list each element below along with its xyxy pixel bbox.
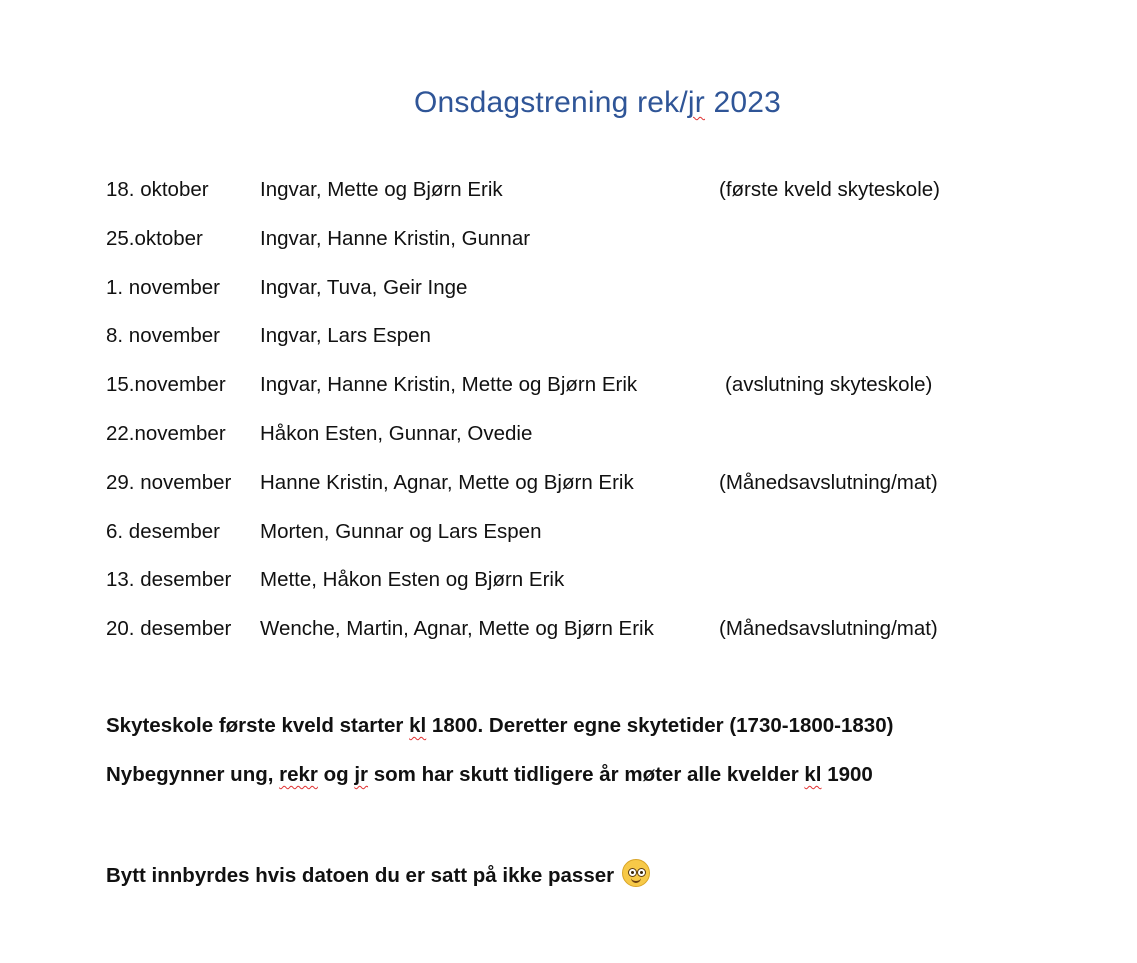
info-text: 1900 (821, 763, 873, 786)
schedule-date: 18. oktober (106, 178, 209, 201)
title-text-end: 2023 (704, 86, 782, 119)
schedule-people: Ingvar, Hanne Kristin, Gunnar (260, 226, 531, 250)
info-paragraph-start-time (106, 710, 893, 742)
title-text-start: Onsdagstrening rek/ (413, 86, 688, 119)
info-text: som har skutt tidligere år møter alle kvelder (368, 763, 805, 786)
schedule-row (106, 272, 1066, 321)
schedule-date: 1. november (106, 275, 220, 299)
schedule-date: 22.november (106, 421, 226, 445)
spellcheck-word: jr (354, 763, 369, 786)
spellcheck-word: kl (409, 714, 427, 737)
schedule-date: 25.oktober (106, 226, 203, 250)
schedule-date: 6. desember (106, 519, 220, 543)
schedule-row (106, 369, 1066, 418)
schedule-row (106, 467, 1066, 516)
info-paragraph-swap (106, 859, 650, 892)
schedule-list (106, 174, 1066, 662)
spellcheck-word: jr (687, 86, 705, 119)
smiling-face-icon (622, 859, 650, 887)
info-text: 1800. Deretter egne skytetider (1730-1800-1830) (426, 714, 894, 737)
spellcheck-word: rekr (279, 763, 318, 786)
schedule-date: 15.november (106, 373, 226, 397)
schedule-people: Ingvar, Lars Espen (260, 324, 431, 348)
info-text: Skyteskole første kveld starter (106, 714, 410, 737)
schedule-date: 29. november (106, 470, 232, 494)
info-text: og (317, 763, 355, 786)
schedule-note: (Månedsavslutning/mat) (719, 470, 938, 494)
schedule-note: (avslutning skyteskole) (725, 373, 933, 397)
schedule-row (106, 418, 1066, 467)
schedule-date: 8. november (106, 324, 220, 348)
document-title (0, 84, 1137, 122)
schedule-people: Ingvar, Hanne Kristin, Mette og Bjørn Erik (260, 373, 638, 397)
schedule-people: Ingvar, Mette og Bjørn Erik (260, 178, 503, 201)
schedule-row (106, 564, 1066, 613)
info-text: Bytt innbyrdes hvis datoen du er satt på ikke passer (106, 864, 615, 887)
schedule-note: (første kveld skyteskole) (719, 178, 940, 201)
schedule-row (106, 223, 1066, 272)
schedule-people: Morten, Gunnar og Lars Espen (260, 519, 542, 543)
schedule-row (106, 320, 1066, 369)
schedule-people: Hanne Kristin, Agnar, Mette og Bjørn Erik (260, 470, 634, 494)
schedule-people: Mette, Håkon Esten og Bjørn Erik (260, 568, 565, 592)
spellcheck-word: kl (804, 763, 822, 786)
schedule-people: Håkon Esten, Gunnar, Ovedie (260, 421, 533, 445)
info-paragraph-beginners (106, 759, 873, 791)
schedule-date: 13. desember (106, 568, 232, 592)
schedule-people: Ingvar, Tuva, Geir Inge (260, 275, 468, 299)
emoji-mouth (631, 876, 641, 883)
schedule-row (106, 613, 1066, 662)
schedule-row (106, 174, 1066, 223)
schedule-note: (Månedsavslutning/mat) (719, 617, 938, 641)
info-text: Nybegynner ung, (106, 763, 280, 786)
schedule-people: Wenche, Martin, Agnar, Mette og Bjørn Erik (260, 617, 654, 641)
schedule-date: 20. desember (106, 617, 232, 641)
schedule-row (106, 516, 1066, 565)
